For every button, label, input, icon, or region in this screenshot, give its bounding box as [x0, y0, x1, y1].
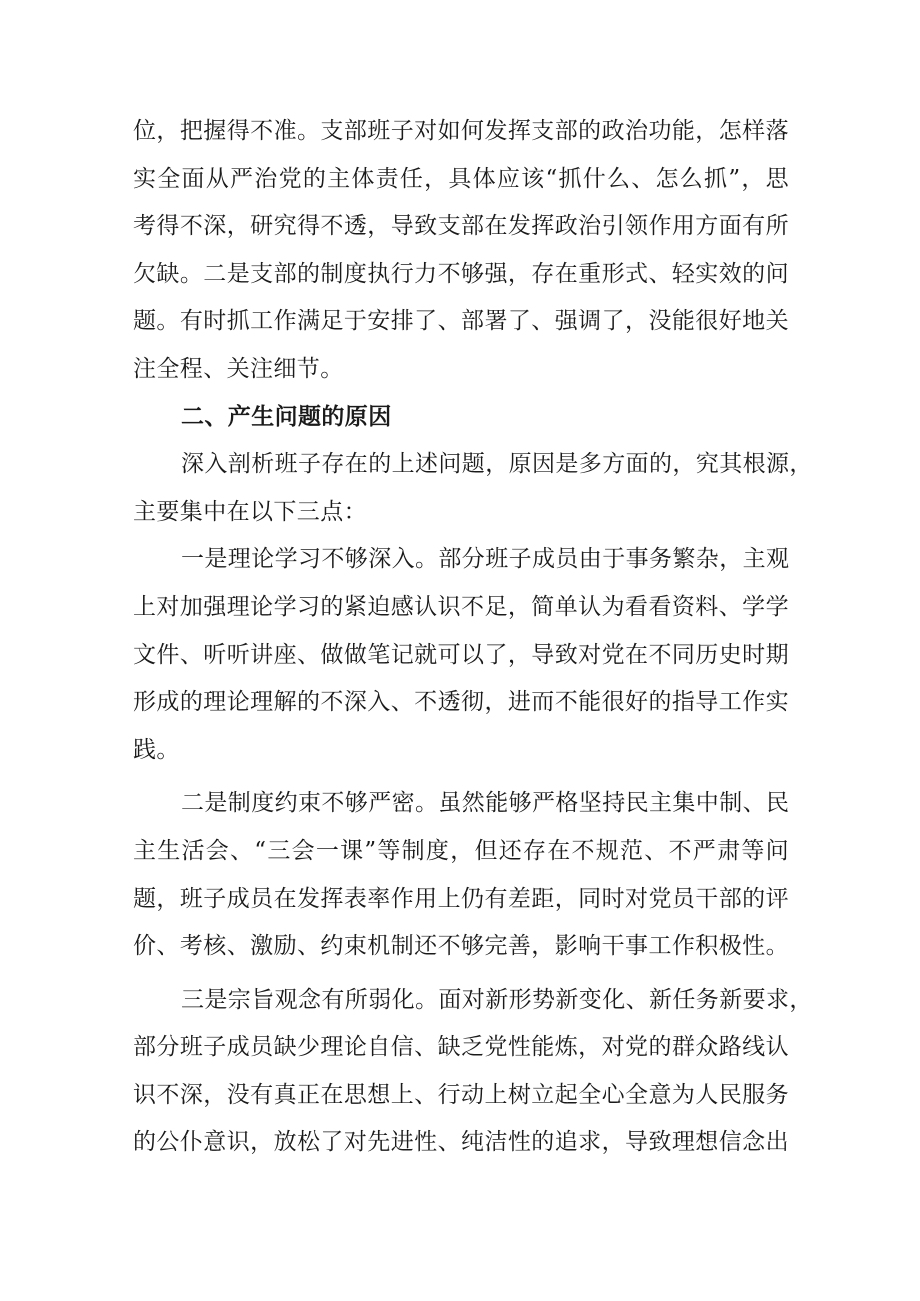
paragraph-line: 深入剖析班子存在的上述问题，原因是多方面的，究其根源，	[181, 451, 813, 478]
paragraph-line: 注全程、关注细节。	[133, 355, 344, 382]
paragraph-line: 的公仆意识，放松了对先进性、纯洁性的追求，导致理想信念出	[133, 1129, 789, 1156]
paragraph-line: 题，班子成员在发挥表率作用上仍有差距，同时对党员干部的评	[133, 885, 789, 912]
paragraph-line: 考得不深，研究得不透，导致支部在发挥政治引领作用方面有所	[133, 213, 789, 240]
paragraph-line: 三是宗旨观念有所弱化。面对新形势新变化、新任务新要求，	[181, 986, 813, 1013]
paragraph-line: 主要集中在以下三点：	[133, 498, 367, 525]
paragraph-line: 一是理论学习不够深入。部分班子成员由于事务繁杂，主观	[181, 546, 790, 573]
paragraph-line: 上对加强理论学习的紧迫感认识不足，简单认为看看资料、学学	[133, 593, 789, 620]
paragraph-line: 位，把握得不准。支部班子对如何发挥支部的政治功能，怎样落	[133, 118, 789, 144]
paragraph-line: 识不深，没有真正在思想上、行动上树立起全心全意为人民服务	[133, 1081, 789, 1108]
paragraph-line: 文件、听听讲座、做做笔记就可以了，导致对党在不同历史时期	[133, 641, 789, 668]
paragraph-line: 实全面从严治党的主体责任，具体应该“抓什么、怎么抓”，思	[133, 165, 789, 192]
paragraph-line: 形成的理论理解的不深入、不透彻，进而不能很好的指导工作实	[133, 689, 789, 716]
section-heading: 二、产生问题的原因	[181, 403, 392, 430]
paragraph-line: 二是制度约束不够严密。虽然能够严格坚持民主集中制、民	[181, 790, 790, 817]
paragraph-line: 欠缺。二是支部的制度执行力不够强，存在重形式、轻实效的问	[133, 260, 789, 287]
paragraph-line: 部分班子成员缺少理论自信、缺乏党性能炼，对党的群众路线认	[133, 1034, 789, 1061]
paragraph-line: 践。	[133, 736, 180, 763]
paragraph-line: 主生活会、“三会一课”等制度，但还存在不规范、不严肃等问	[133, 837, 789, 864]
paragraph-line: 价、考核、激励、约束机制还不够完善，影响干事工作积极性。	[133, 933, 789, 960]
document-body	[133, 108, 813, 1167]
paragraph-line: 题。有时抓工作满足于安排了、部署了、强调了，没能很好地关	[133, 308, 789, 335]
